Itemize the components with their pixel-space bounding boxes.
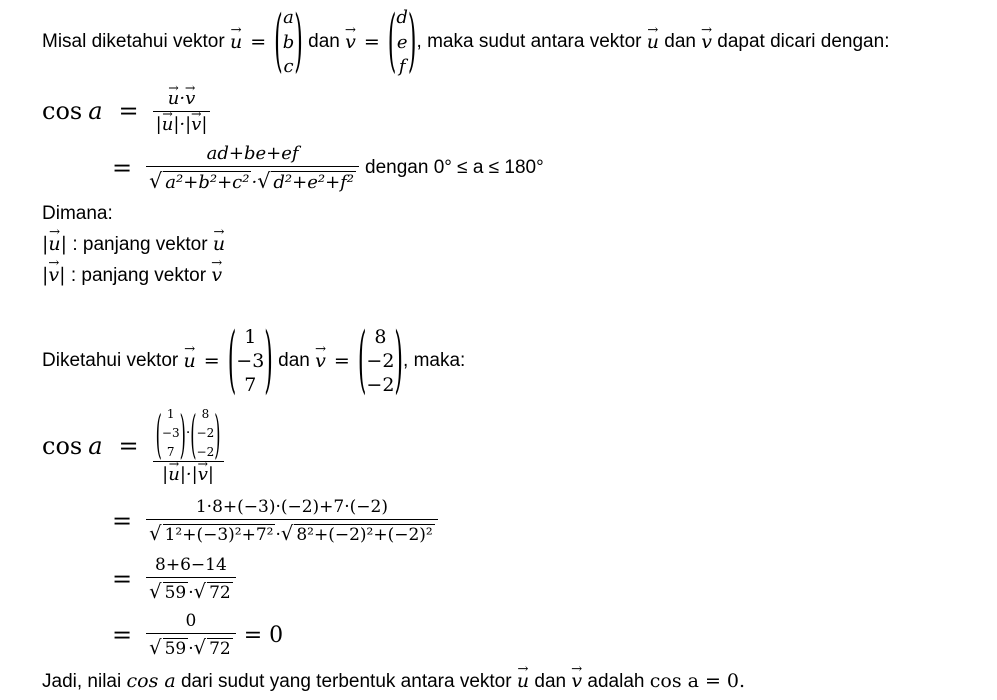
formula-line-1 — [42, 84, 210, 138]
intro-text-3: dapat dicari dengan: — [717, 31, 890, 52]
given-v-3: −2 — [366, 374, 395, 396]
intro-text-2: , maka sudut antara vektor — [416, 31, 642, 52]
calc-line-1: cos a = ( 1 −3 7 ) · ( 8 −2 −2 ) |→ u|·|→ v| — [42, 400, 224, 492]
given-u-3: 7 — [244, 374, 257, 396]
definition-v-text: : panjang vektor — [70, 265, 207, 286]
given-u-2: −3 — [236, 350, 265, 372]
calc-result: = 0 — [243, 622, 284, 648]
u-entry-c: c — [283, 56, 294, 77]
given-label: Diketahui vektor — [42, 350, 179, 371]
equals-sign-3: = — [118, 97, 139, 125]
calc-fraction-1-denominator: |→ u|·|→ v| — [159, 462, 217, 485]
cos-label: cos — [42, 97, 83, 125]
definition-v: |→ v| : panjang vektor → v — [42, 264, 222, 287]
given-v-matrix: ( 8 −2 −2 ) — [357, 319, 404, 403]
vector-v-matrix: ( d e f ) — [387, 3, 417, 81]
range-text: dengan 0° ≤ a ≤ 180° — [365, 157, 544, 178]
intro-line — [42, 3, 890, 81]
definitions-heading: Dimana: — [42, 203, 113, 224]
equals-sign-4: = — [112, 154, 133, 182]
vector-u-symbol-2: → u — [647, 31, 659, 53]
definition-u: |→ u| : panjang vektor → u — [42, 233, 225, 256]
alpha-symbol: a — [88, 97, 103, 125]
conclusion-final: cos a = 0. — [649, 670, 746, 692]
calc-line-3: = $\frac{8+6-14}{√ 59 \cdot√ 72}$ — [112, 552, 236, 606]
definition-u-text: : panjang vektor — [72, 234, 208, 255]
calc-line-2: = $\frac{1\cdot 8+(-3)\cdot(-2)+7\cdot(-2)}{\text{√ 1²+(−3)²+7² ·√ 8²+(−2)²+(−2)²}}$ — [112, 493, 438, 549]
given-v-2: −2 — [366, 350, 395, 372]
given-line: Diketahui vektor → u = ( 1 −3 7 ) dan → v = ( 8 −2 −2 ) , maka: — [42, 325, 465, 397]
given-v-1: 8 — [374, 326, 387, 348]
intro-text-1: Misal diketahui vektor — [42, 31, 225, 52]
vector-u-symbol: → u — [230, 31, 242, 53]
sqrt-def: d²+e²+f² — [273, 172, 355, 193]
conclusion-cos-a: cos a — [126, 670, 176, 692]
given-u-1: 1 — [244, 326, 257, 348]
formula-fraction-2 — [146, 143, 359, 193]
fraction-denominator-2: √ a²+b²+c² ·√ d²+e²+f² — [149, 169, 355, 193]
equals-sign-2: = — [363, 31, 380, 53]
calc-fraction-2-denominator: √ 1²+(−3)²+7² ·√ 8²+(−2)²+(−2)² — [149, 522, 433, 545]
v-entry-f: f — [398, 56, 406, 77]
fraction-numerator-1: → u·→ v — [165, 88, 199, 111]
calc-line-4: = $\frac{0}{√ 59 \cdot√ 72}$ = 0 — [112, 611, 284, 659]
calc-fraction-2-numerator: 1·8+(−3)·(−2)+7·(−2) — [195, 497, 388, 517]
calc-fraction-3: $\frac{8+6-14}{√ 59 \cdot√ 72}$ — [146, 555, 236, 603]
calc-fraction-4-numerator: 0 — [185, 611, 197, 631]
v-entry-d: d — [396, 7, 408, 28]
formula-line-2 — [112, 140, 544, 196]
vector-v-symbol: → v — [345, 31, 356, 53]
fraction-denominator-1: |→ u|·|→ v| — [153, 112, 211, 135]
vector-v-symbol-2: → v — [701, 31, 712, 53]
vector-u-matrix: ( a b c ) — [274, 3, 303, 81]
fraction-numerator-2: ad+be+ef — [206, 143, 299, 164]
given-maka: , maka: — [403, 350, 466, 371]
sqrt-abc: a²+b²+c² — [165, 172, 250, 193]
given-u-matrix: ( 1 −3 7 ) — [227, 319, 273, 403]
intro-dan-2: dan — [664, 31, 696, 52]
calc-fraction-1-numerator: ( 1 −3 7 ) · ( 8 −2 −2 ) — [155, 402, 221, 464]
equals-sign: = — [250, 31, 267, 53]
u-entry-a: a — [283, 7, 294, 28]
calc-fraction-1 — [153, 402, 224, 485]
calc-fraction-3-numerator: 8+6−14 — [155, 555, 227, 575]
v-entry-e: e — [396, 31, 408, 53]
conclusion-line: Jadi, nilai cos a dari sudut yang terbentuk antara vektor → u dan → v adalah cos a = 0. — [42, 670, 745, 693]
calc-fraction-4: $\frac{0}{√ 59 \cdot√ 72}$ — [146, 611, 236, 659]
formula-fraction-1 — [153, 88, 211, 135]
intro-dan: dan — [308, 31, 340, 52]
u-entry-b: b — [282, 31, 295, 53]
calc-fraction-2 — [146, 497, 438, 545]
